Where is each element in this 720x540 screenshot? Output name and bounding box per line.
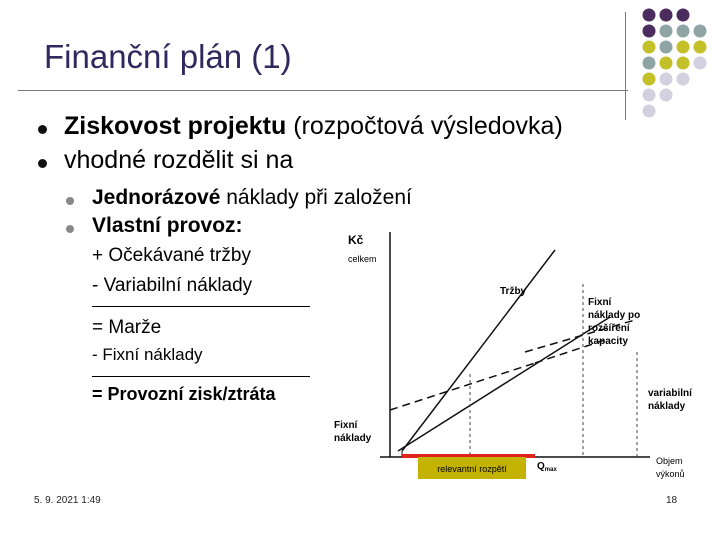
subbullet-dot: [66, 197, 74, 205]
break-even-diagram: [330, 222, 720, 497]
expanded-fixed-label-4: kapacity: [588, 336, 629, 347]
decorative-dot: [694, 57, 707, 70]
calc-fixni-naklady: - Fixní náklady: [92, 345, 203, 364]
decorative-dot: [660, 9, 673, 22]
expanded-fixed-label-2: náklady po: [588, 310, 641, 321]
fixed-cost-label-1: Fixní: [334, 420, 358, 431]
subbullet-vlastni-provoz: [92, 214, 243, 238]
calc-ocekavane-trzby: + Očekávané tržby: [92, 245, 251, 266]
qmax-label-sub: max: [544, 467, 557, 473]
decorative-dot: [643, 89, 656, 102]
qmax-label: [537, 461, 557, 473]
subbullet-jednorazove-bold: Jednorázové: [92, 186, 221, 209]
decorative-dot: [660, 57, 673, 70]
decorative-dot: [677, 9, 690, 22]
title-horizontal-rule: [18, 90, 628, 91]
decorative-dot-grid: [628, 0, 720, 120]
decorative-dot: [643, 41, 656, 54]
revenue-label: Tržby: [500, 286, 527, 297]
decorative-dot: [694, 25, 707, 38]
subbullet-jednorazove: [92, 186, 412, 210]
x-axis-label-2: výkonů: [656, 469, 685, 479]
decorative-dot: [677, 57, 690, 70]
bullet-dot: [38, 159, 47, 168]
calc-rule-2: [92, 376, 310, 377]
decorative-dot: [677, 73, 690, 86]
decorative-dot: [643, 57, 656, 70]
y-axis-label-celkem: celkem: [348, 254, 377, 264]
decorative-dot: [677, 25, 690, 38]
decorative-dot: [660, 25, 673, 38]
bullet-vhodne: vhodné rozdělit si na: [64, 146, 294, 174]
bullet-dot: [38, 125, 47, 134]
fixed-cost-label-2: náklady: [334, 433, 372, 444]
calc-provozni-zisk: = Provozní zisk/ztráta: [92, 384, 276, 404]
decorative-dot: [643, 9, 656, 22]
slide-title: Finanční plán (1): [44, 38, 292, 75]
calc-rule-1: [92, 306, 310, 307]
subbullet-jednorazove-rest: náklady při založení: [220, 186, 412, 209]
footer-date: 5. 9. 2021 1:49: [34, 495, 101, 506]
expanded-fixed-label-3: rozšíření: [588, 323, 630, 334]
relevant-range-label: relevantní rozpětí: [437, 464, 507, 474]
bullet-ziskovost-bold: Ziskovost projektu: [64, 112, 287, 140]
title-vertical-rule: [625, 12, 626, 120]
footer-page-number: 18: [666, 495, 678, 506]
decorative-dot: [660, 89, 673, 102]
decorative-dot: [660, 41, 673, 54]
subbullet-dot: [66, 225, 74, 233]
expanded-fixed-label-1: Fixní: [588, 297, 612, 308]
bullet-ziskovost: [64, 112, 563, 141]
variable-cost-label-1: variabilní: [648, 388, 692, 399]
fixed-plus-variable-line: [390, 363, 535, 410]
decorative-dot: [643, 73, 656, 86]
bullet-ziskovost-rest: (rozpočtová výsledovka): [286, 112, 563, 140]
y-axis-label-kc: Kč: [348, 233, 364, 247]
subbullet-vlastni-provoz-bold: Vlastní provoz:: [92, 214, 243, 237]
variable-cost-label-2: náklady: [648, 401, 686, 412]
x-axis-label-1: Objem: [656, 456, 683, 466]
decorative-dot: [643, 25, 656, 38]
calc-marze: = Marže: [92, 317, 162, 338]
decorative-dot: [677, 41, 690, 54]
decorative-dot: [694, 41, 707, 54]
decorative-dot: [643, 105, 656, 118]
decorative-dot: [660, 73, 673, 86]
calc-variabilni-naklady: - Variabilní náklady: [92, 275, 253, 296]
qmax-label-main: Q: [537, 461, 545, 472]
